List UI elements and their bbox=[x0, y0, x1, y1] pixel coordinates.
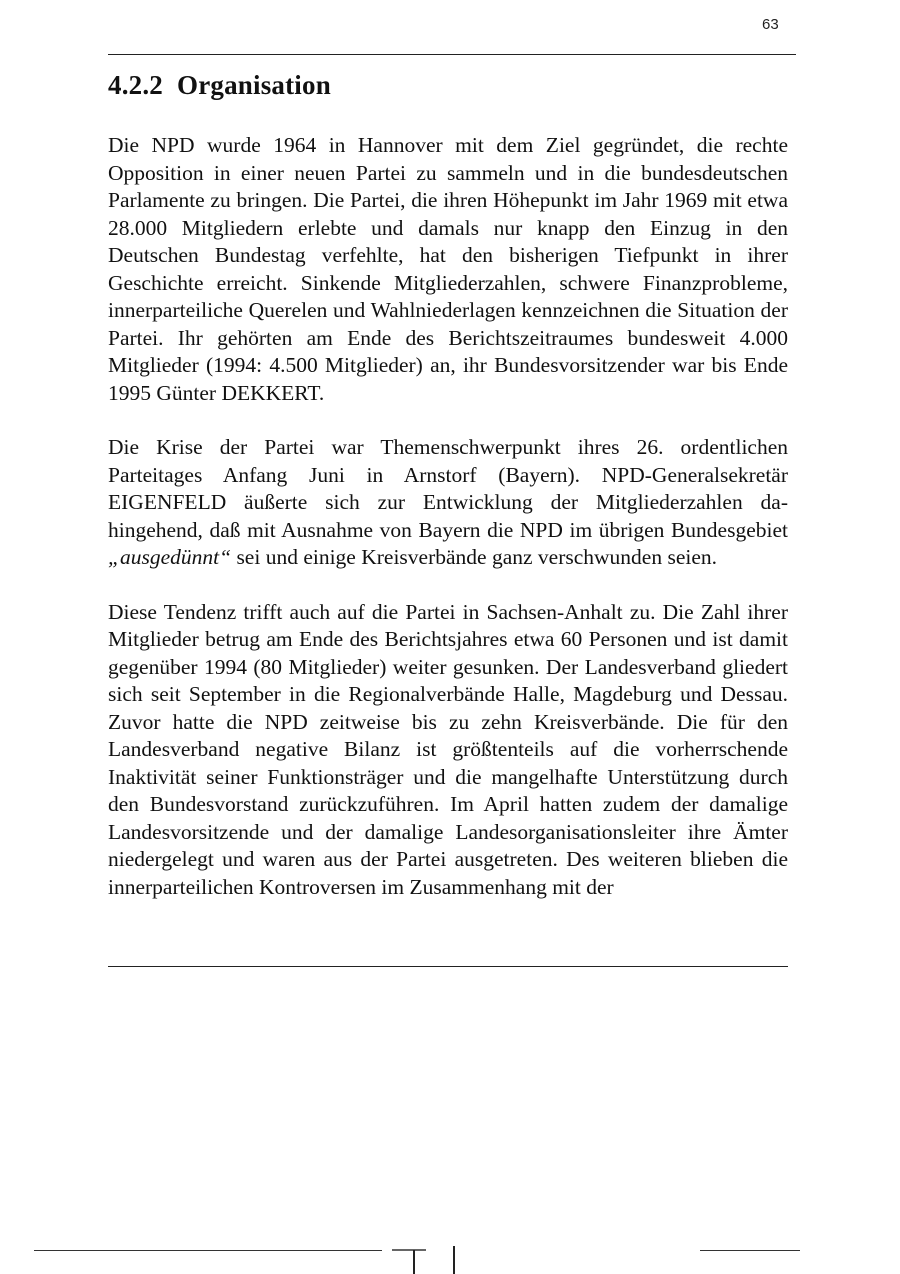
header-rule bbox=[108, 54, 796, 55]
quoted-term: „ausgedünnt“ bbox=[108, 545, 232, 569]
scan-artifact-line-right bbox=[700, 1250, 800, 1251]
section-heading bbox=[108, 70, 331, 101]
page-number: 63 bbox=[762, 16, 779, 33]
section-number: 4.2.2 bbox=[108, 70, 163, 100]
body-text bbox=[108, 132, 788, 928]
paragraph-npd-history: Die NPD wurde 1964 in Hannover mit dem Ziel gegründet, die rechte Opposition in einer neuen Partei zu sammeln und in die bundesdeutschen Parlamente zu bringen. Die Partei, die ihren Höhepunkt im Jahr 1969 mit etwa 28.000 Mitgliedern erlebte und damals nur knapp den Einzug in den Deutschen Bundestag verfehlte, hat den bisherigen Tiefpunkt in ihrer Geschichte erreicht. Sinkende Mitgliederzahlen, schwere Finanzprobleme, innerparteiliche Querelen und Wahlniederlagen kennzeichnen die Situation der Partei. Ihr gehörten am Ende des Berichtszeitraumes bundesweit 4.000 Mitglieder (1994: 4.500 Mitglieder) an, ihr Bundesvorsitzender war bis Ende 1995 Günter DEKKERT. bbox=[108, 133, 788, 405]
paragraph-sachsen-anhalt: Diese Tendenz trifft auch auf die Partei in Sachsen-Anhalt zu. Die Zahl ihrer Mitglieder betrug am Ende des Berichtsjahres etwa 60 Personen und ist damit gegenüber 1994 (80 Mitglieder) weiter gesunken. Der Landesverband gliedert sich seit September in die Regionalverbände Halle, Magdeburg und Dessau. Zuvor hatte die NPD zeitweise bis zu zehn Kreisverbände. Die für den Landesverband negative Bilanz ist größtenteils auf die vorherrschende Inaktivität seiner Funktionsträger und die mangelhafte Unterstützung durch den Bundesvorstand zurückzuführen. Im April hatten zudem der damalige Landesvorsitzende und der damalige Landesorganisationsleiter ihre Ämter niedergelegt und waren aus der Partei ausgetreten. Des weiteren blieben die innerparteilichen Kontroversen im Zusammenhang mit der bbox=[108, 599, 788, 899]
section-title: Organisation bbox=[177, 70, 331, 100]
scan-artifact-mark bbox=[392, 1244, 462, 1274]
scan-artifact-line-left bbox=[34, 1250, 382, 1251]
paragraph-party-congress-start: Die Krise der Partei war Themenschwerpunkt ihres 26. ordentlichen Parteitages Anfang Juni in Arnstorf (Bayern). NPD-Generalsekretär EIGENFELD äußerte sich zur Entwicklung der Mitgliederzahlen dahingehend, daß mit Ausnahme von Bayern die NPD im übrigen Bundesgebiet bbox=[108, 435, 788, 542]
footer-rule bbox=[108, 966, 788, 967]
paragraph-party-congress-end: sei und einige Kreisverbände ganz verschwunden seien. bbox=[231, 545, 718, 569]
paragraph-party-congress bbox=[108, 434, 788, 572]
